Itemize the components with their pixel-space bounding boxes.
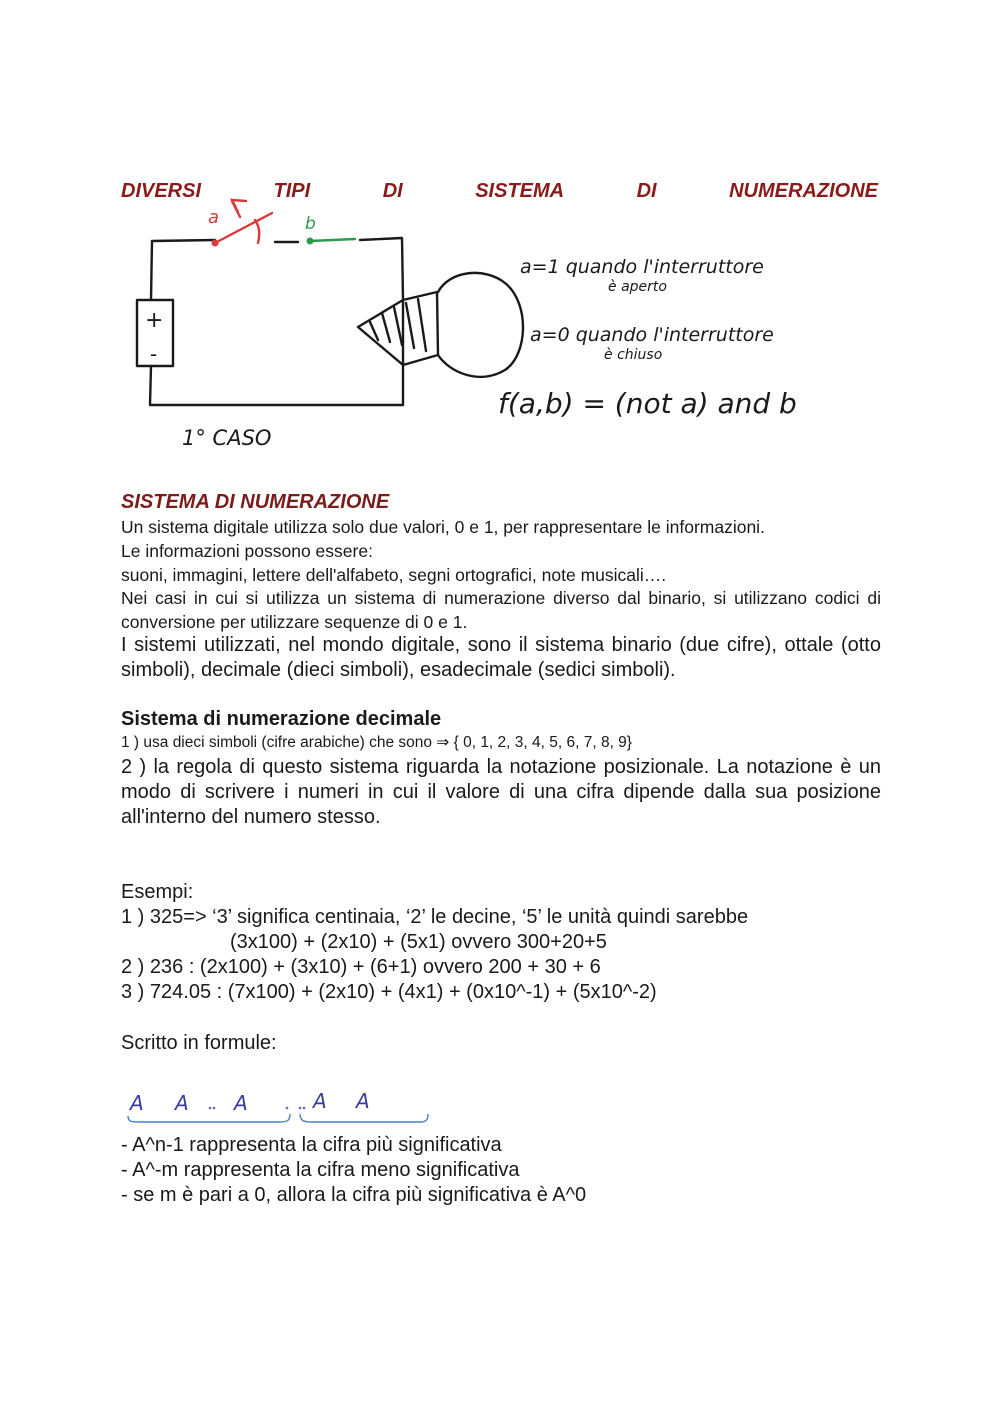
section-heading: Sistema di numerazione decimale bbox=[121, 708, 442, 730]
paragraph: 2 ) la regola di questo sistema riguarda la notazione posizionale. La notazione è un modo di scrivere i numeri in cui il valore di una cifra dipende dalla sua posizione all'interno del numero stesso. bbox=[121, 756, 881, 828]
label-b: b bbox=[305, 214, 316, 234]
title-word: NUMERAZIONE bbox=[729, 180, 878, 202]
digit-symbol: A bbox=[130, 1091, 144, 1115]
title-word: SISTEMA bbox=[475, 180, 565, 202]
note-a1-sub: è aperto bbox=[608, 279, 667, 295]
digit-symbol: A bbox=[356, 1089, 370, 1113]
formula-f: f(a,b) = (not a) and b bbox=[498, 387, 797, 420]
example-line: (3x100) + (2x10) + (5x1) ovvero 300+20+5 bbox=[230, 931, 607, 953]
note-a0-sub: è chiuso bbox=[604, 347, 663, 363]
note-a0: a=0 quando l'interruttore bbox=[530, 324, 774, 346]
title-word: DIVERSI bbox=[121, 180, 202, 202]
title-word: DI bbox=[636, 180, 657, 202]
paragraph: Nei casi in cui si utilizza un sistema di numerazione diverso dal binario, si utilizzano codici di conversione per utilizzare sequenze di 0 e 1. bbox=[121, 588, 881, 632]
section-heading: SISTEMA DI NUMERAZIONE bbox=[121, 491, 390, 513]
title-word: DI bbox=[382, 180, 403, 202]
label-a: a bbox=[208, 207, 220, 228]
battery-minus: - bbox=[150, 342, 158, 366]
switch-point-a bbox=[212, 240, 219, 247]
digit-symbol: A bbox=[175, 1091, 189, 1115]
formula-sketch bbox=[120, 1084, 450, 1134]
title-word: TIPI bbox=[273, 180, 311, 202]
text-line: Un sistema digitale utilizza solo due valori, 0 e 1, per rappresentare le informazioni. bbox=[121, 517, 765, 537]
circuit-sketch bbox=[120, 195, 840, 460]
switch-point-b bbox=[307, 238, 314, 245]
battery-plus: + bbox=[145, 308, 164, 333]
text-line: Le informazioni possono essere: bbox=[121, 541, 373, 561]
formulas-heading: Scritto in formule: bbox=[121, 1032, 277, 1054]
bullet-line: - se m è pari a 0, allora la cifra più significativa è A^0 bbox=[121, 1184, 587, 1206]
bullet-line: - A^-m rappresenta la cifra meno significativa bbox=[121, 1159, 520, 1181]
digit-symbol: A bbox=[234, 1091, 248, 1115]
examples-heading: Esempi: bbox=[121, 881, 194, 903]
bullet-line: - A^n-1 rappresenta la cifra più significativa bbox=[121, 1134, 502, 1156]
example-line: 3 ) 724.05 : (7x100) + (2x10) + (4x1) + (0x10^-1) + (5x10^-2) bbox=[121, 981, 657, 1003]
note-a1: a=1 quando l'interruttore bbox=[520, 256, 764, 278]
text-line: suoni, immagini, lettere dell'alfabeto, segni ortografici, note musicali…. bbox=[121, 565, 667, 585]
paragraph: I sistemi utilizzati, nel mondo digitale, sono il sistema binario (due cifre), ottale (otto simboli), decimale (dieci simboli), esadecimale (sedici simboli). bbox=[121, 634, 881, 681]
case-label: 1° CASO bbox=[182, 426, 272, 450]
example-line: 1 ) 325=> ‘3’ significa centinaia, ‘2’ le decine, ‘5’ le unità quindi sarebbe bbox=[121, 906, 749, 928]
text-line: 1 ) usa dieci simboli (cifre arabiche) che sono ⇒ { 0, 1, 2, 3, 4, 5, 6, 7, 8, 9} bbox=[121, 734, 632, 751]
example-line: 2 ) 236 : (2x100) + (3x10) + (6+1) ovvero 200 + 30 + 6 bbox=[121, 956, 601, 978]
digit-symbol: A bbox=[313, 1089, 327, 1113]
